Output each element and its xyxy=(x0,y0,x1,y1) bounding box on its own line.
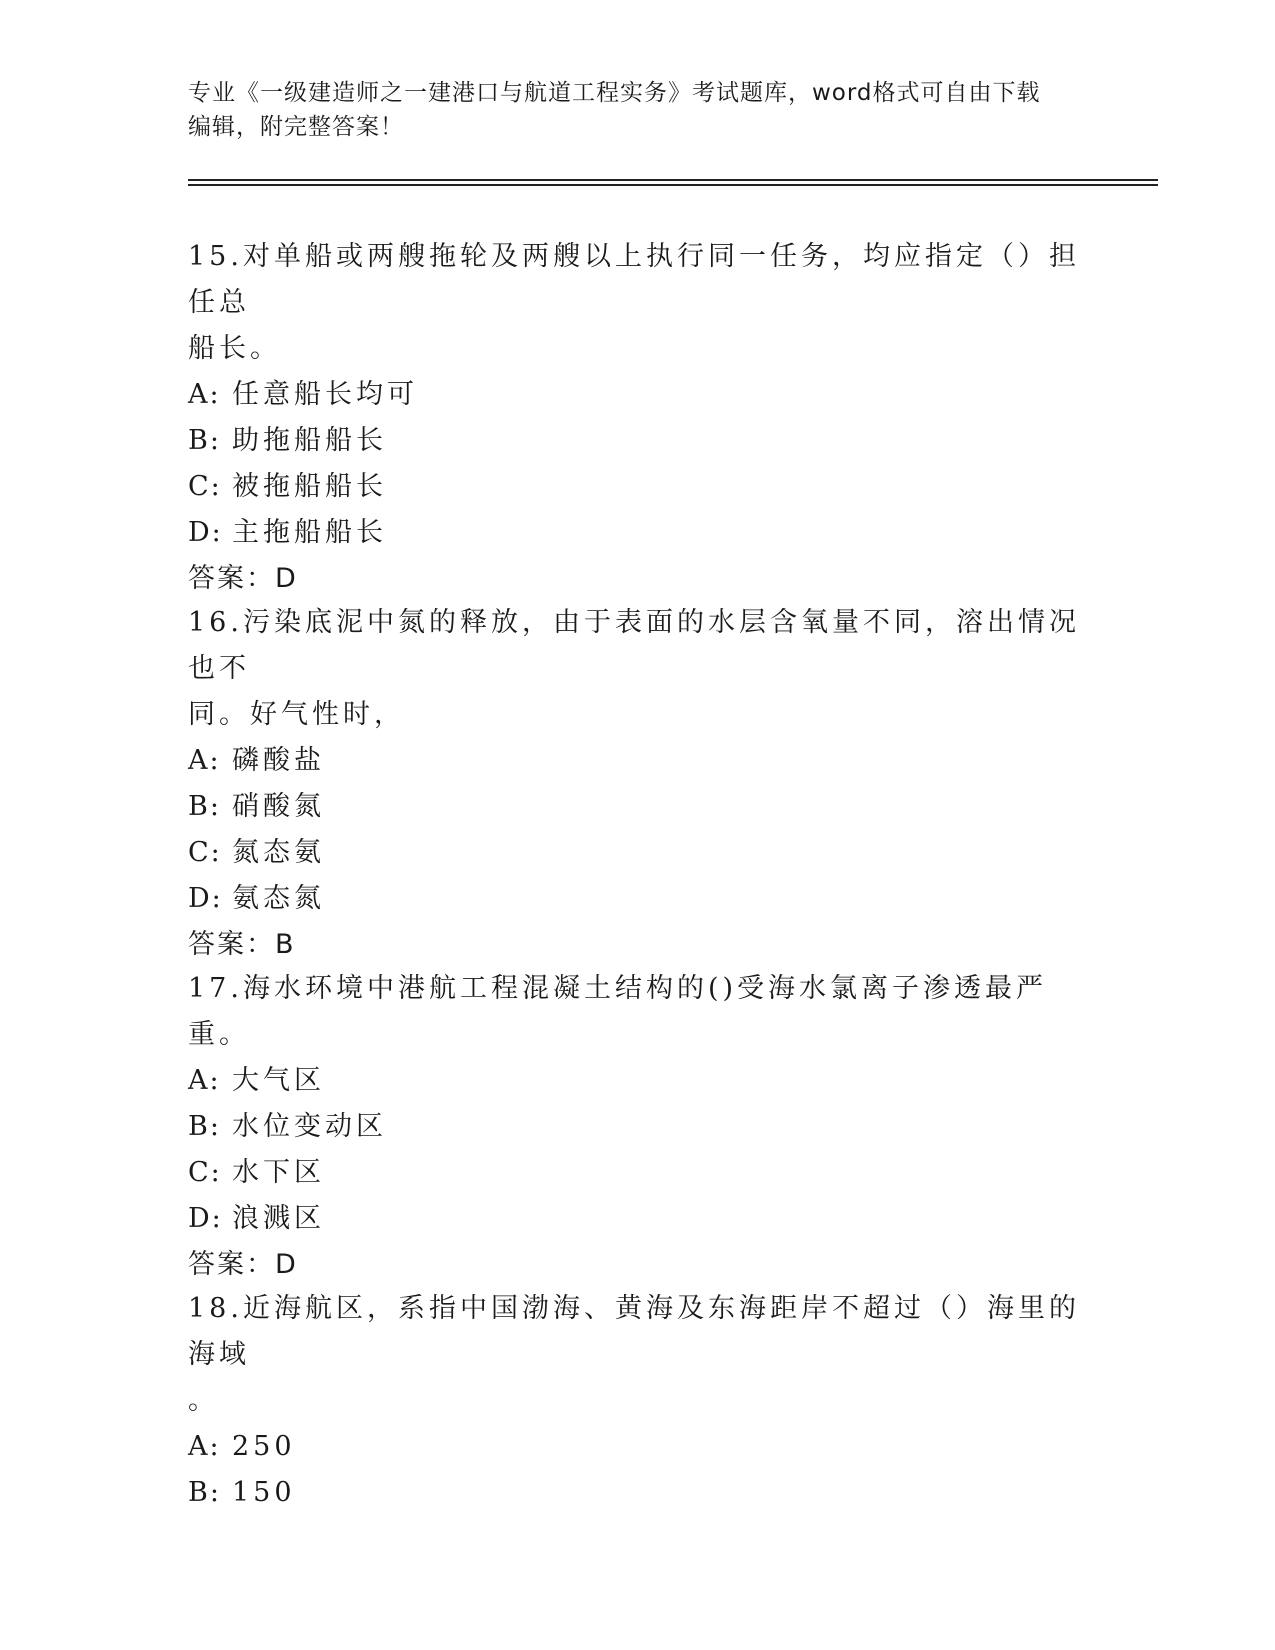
option-text: 水位变动区 xyxy=(232,1111,387,1142)
option-a xyxy=(188,1058,1088,1104)
option-text: 浪溅区 xyxy=(232,1203,325,1234)
option-letter: A: xyxy=(188,379,221,410)
option-b xyxy=(188,784,1088,830)
question-15 xyxy=(188,234,1088,602)
question-stem: 16.污染底泥中氮的释放，由于表面的水层含氧量不同，溶出情况也不 xyxy=(188,607,1080,684)
answer-line: 答案：D xyxy=(188,563,298,594)
option-b xyxy=(188,1470,1088,1516)
question-stem-continued: 船长。 xyxy=(188,333,281,364)
option-letter: A: xyxy=(188,1431,221,1462)
option-b xyxy=(188,1104,1088,1150)
option-text: 氮态氨 xyxy=(232,837,325,868)
option-letter: B: xyxy=(188,1111,221,1142)
option-text: 150 xyxy=(232,1477,296,1508)
option-a xyxy=(188,1424,1088,1470)
option-text: 250 xyxy=(232,1431,296,1462)
option-letter: D: xyxy=(188,517,223,548)
answer-line: 答案：B xyxy=(188,929,296,960)
option-text: 水下区 xyxy=(232,1157,325,1188)
document-header xyxy=(188,76,1088,144)
option-letter: D: xyxy=(188,883,223,914)
option-text: 主拖船船长 xyxy=(232,517,387,548)
option-letter: B: xyxy=(188,425,221,456)
option-letter: C: xyxy=(188,471,222,502)
option-d xyxy=(188,876,1088,922)
question-16 xyxy=(188,600,1088,968)
option-c xyxy=(188,1150,1088,1196)
option-letter: B: xyxy=(188,1477,221,1508)
question-stem-continued: 同。好气性时， xyxy=(188,699,405,730)
header-divider-top xyxy=(188,179,1158,181)
option-b xyxy=(188,418,1088,464)
option-letter: D: xyxy=(188,1203,223,1234)
question-stem-continued: 。 xyxy=(188,1385,219,1416)
question-stem: 18.近海航区，系指中国渤海、黄海及东海距岸不超过（）海里的海域 xyxy=(188,1293,1080,1370)
header-line-1: 专业《一级建造师之一建港口与航道工程实务》考试题库，word格式可自由下载 xyxy=(188,80,1041,106)
option-text: 任意船长均可 xyxy=(232,379,418,410)
option-text: 被拖船船长 xyxy=(232,471,387,502)
option-text: 大气区 xyxy=(232,1065,325,1096)
header-line-2: 编辑，附完整答案！ xyxy=(188,114,404,140)
question-18 xyxy=(188,1286,1088,1516)
option-letter: A: xyxy=(188,745,221,776)
option-d xyxy=(188,1196,1088,1242)
option-text: 磷酸盐 xyxy=(232,745,325,776)
option-text: 氨态氮 xyxy=(232,883,325,914)
option-text: 助拖船船长 xyxy=(232,425,387,456)
header-divider-bottom xyxy=(188,184,1158,186)
option-letter: C: xyxy=(188,837,222,868)
option-d xyxy=(188,510,1088,556)
answer-line: 答案：D xyxy=(188,1249,298,1280)
option-a xyxy=(188,372,1088,418)
option-c xyxy=(188,464,1088,510)
option-letter: C: xyxy=(188,1157,222,1188)
option-letter: B: xyxy=(188,791,221,822)
option-c xyxy=(188,830,1088,876)
option-a xyxy=(188,738,1088,784)
question-stem: 15.对单船或两艘拖轮及两艘以上执行同一任务，均应指定（）担任总 xyxy=(188,241,1080,318)
question-stem: 17.海水环境中港航工程混凝土结构的()受海水氯离子渗透最严重。 xyxy=(188,973,1048,1050)
option-text: 硝酸氮 xyxy=(232,791,325,822)
option-letter: A: xyxy=(188,1065,221,1096)
question-17 xyxy=(188,966,1088,1288)
